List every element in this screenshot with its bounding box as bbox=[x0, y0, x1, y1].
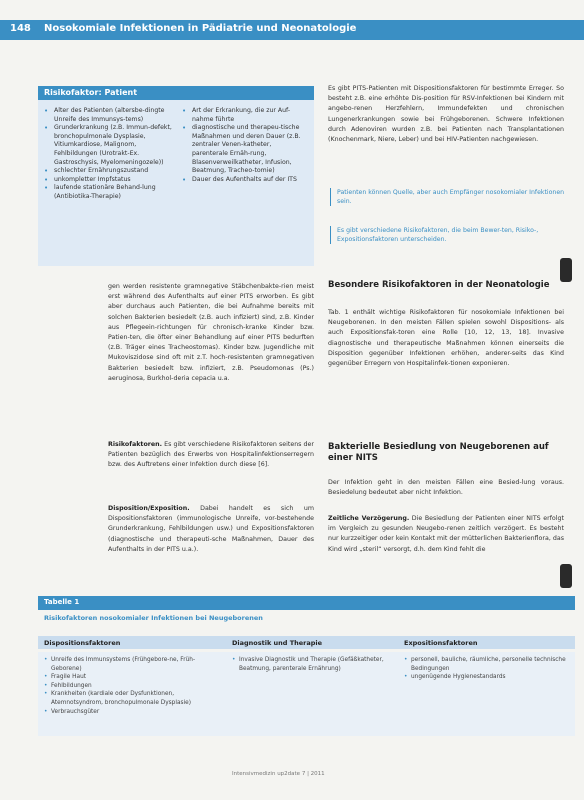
table-column-disposition bbox=[44, 656, 220, 716]
table-column-diagnostics bbox=[232, 656, 392, 673]
risk-factor-list-right bbox=[182, 107, 308, 184]
risk-factor-item: • unkompletter Impfstatus bbox=[44, 176, 174, 185]
table-cell-item: • Verbrauchsgüter bbox=[44, 708, 220, 717]
risk-factor-item: • diagnostische und therapeu-tische Maßnahmen und deren Dauer (z.B. zentraler Venen-katheter, parenterale Ernäh-rung, Blasenverweilkatheter, Infusion, Beatmung, Tracheo-tomie) bbox=[182, 124, 308, 176]
table-label: Tabelle 1 bbox=[44, 598, 80, 606]
heading-bacterial-colonization: Bakterielle Besiedlung von Neugeborenen auf einer NITS bbox=[328, 442, 549, 463]
left-paragraph-risk-factors bbox=[108, 440, 314, 471]
risk-factors-label: Risikofaktoren. bbox=[108, 441, 163, 448]
table-column-exposition bbox=[404, 656, 570, 682]
table-cell-item: • Invasive Diagnostik und Therapie (Gefäßkatheter, Beatmung, parenterale Ernährung) bbox=[232, 656, 392, 673]
risk-factors-text: Es gibt verschiedene Risikofaktoren seitens der Patienten bezüglich des Erwerbs von Hospitalinfektionserregern bzw. des Auftretens einer Infektion durch diese [6]. bbox=[108, 441, 314, 469]
note-risk-factors: Es gibt verschiedene Risikofaktoren, die beim Bewer-ten, Risiko-, Expositionsfaktoren unterscheiden. bbox=[330, 226, 565, 244]
table-header-disposition: Dispositionsfaktoren bbox=[44, 639, 121, 647]
table-cell-item: • Fragile Haut bbox=[44, 673, 220, 682]
page-number: 148 bbox=[10, 23, 31, 34]
risk-factor-item: • schlechter Ernährungszustand bbox=[44, 167, 174, 176]
note-patient-source: Patienten können Quelle, aber auch Empfänger nosokomialer Infektionen sein. bbox=[330, 188, 565, 206]
risk-factor-item: • Alter des Patienten (altersbe-dingte Unreife des Immunsys-tems) bbox=[44, 107, 174, 124]
risk-factor-list-left bbox=[44, 107, 174, 202]
table-cell-item: • Krankheiten (kardiale oder Dysfunktionen, Atemnotsyndrom, bronchopulmonale Dysplasie) bbox=[44, 690, 220, 707]
risk-factor-item: • Grunderkrankung (z.B. Immun-defekt, bronchopulmonale Dysplasie, Vitiumkardiose, Malignom, Fehlbildungen (Urotrakt-Ex. Gastroschysis, Myelomeningozele)) bbox=[44, 124, 174, 167]
table-title-bar bbox=[38, 596, 575, 610]
table-header-diagnostics: Diagnostik und Therapie bbox=[232, 639, 323, 647]
risk-factor-item: • Art der Erkrankung, die zur Auf-nahme führte bbox=[182, 107, 308, 124]
left-paragraph-disposition bbox=[108, 504, 314, 555]
risk-factor-box-title: Risikofaktor: Patient bbox=[44, 88, 138, 97]
table-cell-item: • ungenügende Hygienestandards bbox=[404, 673, 570, 682]
right-paragraph-neonatal: Tab. 1 enthält wichtige Risikofaktoren für nosokomiale Infektionen bei Neugeborenen. In den meisten Fällen spielen sowohl Dispositions- als auch Expositionsfak-toren eine Rolle [10, 12, 13, 18]. Invasive diagnostische und therapeutische Maßnahmen können einerseits die Disposition gegenüber Infektionen erhöhen, anderer-seits das Kind gegenüber Erregern von Hospitalinfek-tionen exponieren. bbox=[328, 309, 564, 368]
running-title: Nosokomiale Infektionen in Pädiatrie und Neonatologie bbox=[44, 23, 357, 34]
table-cell-item: • personell, bauliche, räumliche, personelle technische Bedingungen bbox=[404, 656, 570, 673]
table-caption: Risikofaktoren nosokomialer Infektionen bei Neugeborenen bbox=[44, 614, 263, 622]
disposition-label: Disposition/Exposition. bbox=[108, 505, 190, 512]
right-paragraph-delay bbox=[328, 514, 564, 555]
page-footer: Intensivmedizin up2date 7 | 2011 bbox=[232, 771, 325, 777]
left-paragraph-bacteria: gen werden resistente gramnegative Stäbchenbakte-rien meist erst während des Aufenthalts auf einer PITS erworben. Es gibt aber durchaus auch Patienten, die bei Aufnahme bereits mit solchen Bakterien besiedelt (z.B. auch infiziert) sind, z.B. Kinder aus Pflegeein-richtungen für chronisch-kranke Kinder bzw. Patien-ten, die öfter einer Behandlung auf einer PITS bedurften (z.B. Träger eines Tracheostomas). Kinder bzw. Jugendliche mit Mukoviszidose sind oft mit z.T. hoch-resistenten gramnegativen Bakterien besiedelt bzw. infiziert, z.B. Pseudomonas (Ps.) aeruginosa, Burkhol-deria cepacia u.a. bbox=[108, 283, 314, 382]
top-right-paragraph: Es gibt PITS-Patienten mit Dispositionsfaktoren für bestimmte Erreger. So besteht z.B. eine erhöhte Dis-position für RSV-Infektionen bei Kindern mit angebo-renen Herzfehlern, Immundefekten und chronischen Lungenerkrankungen sowie bei Frühgeborenen. Schwere Infektionen durch Adenoviren wurden z.B. bei Patienten nach Transplantationen (Knochenmark, Niere, Leber) und bei HIV-Patienten nachgewiesen. bbox=[328, 85, 564, 144]
table-header-exposition: Expositionsfaktoren bbox=[404, 639, 478, 647]
delay-text: Die Besiedlung der Patienten einer NITS erfolgt im Vergleich zu gesunden Neugebo-renen zeitlich verzögert. Es besteht nur kurzzeitiger oder kein Kontakt mit der mütterlichen Bakterienflora, das Kind wird „steril“ versorgt, d.h. dem Kind fehlt die bbox=[328, 515, 564, 553]
heading-neonatal-risk-factors: Besondere Risikofaktoren in der Neonatologie bbox=[328, 280, 550, 290]
risk-factor-item: • laufende stationäre Behand-lung (Antibiotika-Therapie) bbox=[44, 184, 174, 201]
disposition-text: Dabei handelt es sich um Dispositionsfaktoren (immunologische Unreife, vor-bestehende Grunderkrankung, Fehlbildungen usw.) und Expositionsfaktoren (diagnostische und therapeuti-sche Maßnahmen, Dauer des Aufenthalts in der PITS u.a.). bbox=[108, 505, 314, 553]
table-cell-item: • Unreife des Immunsystems (Frühgebore-ne, Früh-Geborene) bbox=[44, 656, 220, 673]
side-mark-upper bbox=[560, 258, 572, 282]
right-paragraph-colonization: Der Infektion geht in den meisten Fällen eine Besied-lung voraus. Besiedelung bedeutet aber nicht Infektion. bbox=[328, 479, 564, 497]
table-cell-item: • Fehlbildungen bbox=[44, 682, 220, 691]
risk-factor-item: • Dauer des Aufenthalts auf der ITS bbox=[182, 176, 308, 185]
side-mark-lower bbox=[560, 564, 572, 588]
delay-label: Zeitliche Verzögerung. bbox=[328, 515, 410, 522]
